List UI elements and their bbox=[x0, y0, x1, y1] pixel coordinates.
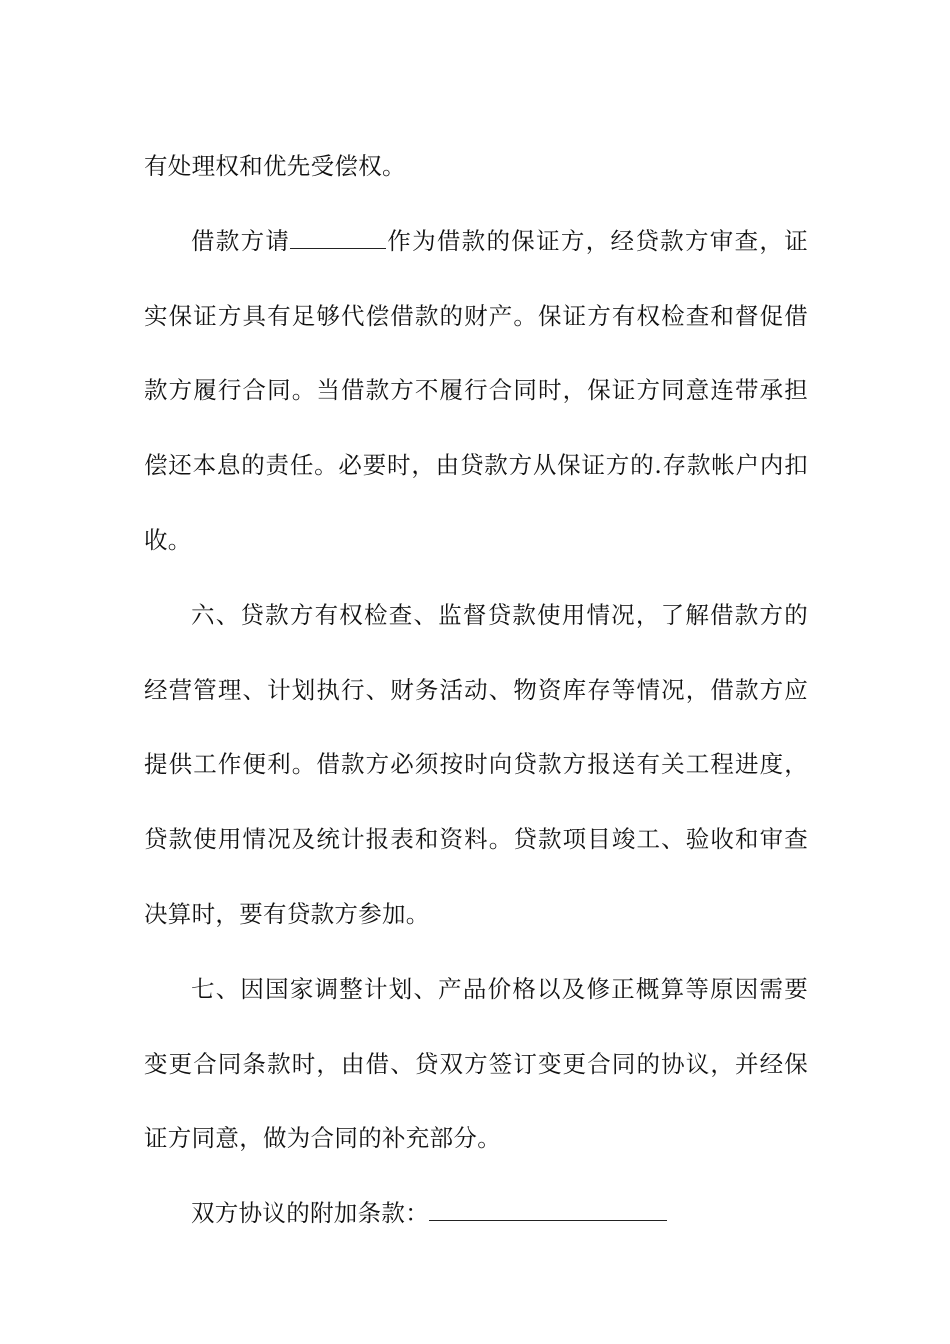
paragraph-p4 bbox=[144, 952, 808, 1176]
fill-in-blank-line bbox=[290, 223, 386, 249]
paragraph-text: 借款方请 bbox=[191, 226, 291, 255]
fill-in-blank-line bbox=[429, 1195, 667, 1221]
paragraph-p3 bbox=[144, 578, 808, 952]
document-body bbox=[144, 129, 808, 1251]
paragraph-p2 bbox=[144, 204, 808, 578]
paragraph-p1 bbox=[144, 129, 808, 204]
paragraph-text: 有处理权和优先受偿权。 bbox=[144, 152, 406, 180]
paragraph-text: 六、贷款方有权检查、监督贷款使用情况，了解借款方的经营管理、计划执行、财务活动、物资库存等情况，借款方应提供工作便利。借款方必须按时向贷款方报送有关工程进度，贷款使用情况及统计报表和资料。贷款项目竣工、验收和审查决算时，要有贷款方参加。 bbox=[144, 600, 808, 928]
paragraph-text: 双方协议的附加条款： bbox=[191, 1199, 429, 1228]
paragraph-text: 作为借款的保证方，经贷款方审查，证实保证方具有足够代偿借款的财产。保证方有权检查和督促借款方履行合同。当借款方不履行合同时，保证方同意连带承担偿还本息的责任。必要时，由贷款方从保证方的.存款帐户内扣收。 bbox=[144, 226, 809, 554]
paragraph-p5 bbox=[144, 1176, 808, 1251]
paragraph-text: 七、因国家调整计划、产品价格以及修正概算等原因需要变更合同条款时，由借、贷双方签订变更合同的协议，并经保证方同意，做为合同的补充部分。 bbox=[144, 974, 808, 1153]
